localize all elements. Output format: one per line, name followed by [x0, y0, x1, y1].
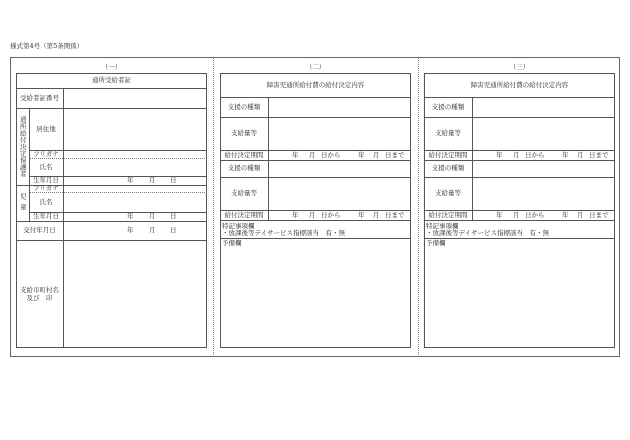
period-to-month: 月: [373, 151, 380, 159]
guardian-birthdate-month: 月: [149, 176, 156, 184]
reserve-label: 予備欄: [426, 239, 446, 247]
certificate-panel: [16, 73, 207, 348]
issue-date-year: 年: [127, 226, 134, 234]
period-to-year: 年: [358, 151, 365, 159]
guardian-birthdate-year: 年: [127, 176, 134, 184]
table-rule: [424, 220, 615, 221]
table-rule: [424, 238, 615, 239]
period-from-month: 月: [309, 151, 316, 159]
guardian-birthdate-day: 日: [170, 176, 177, 184]
period-to-year: 年: [562, 151, 569, 159]
municipality-label-line2: 及び 印: [26, 293, 53, 302]
decision-title: 障害児通所給付費の給付決定内容: [266, 80, 365, 89]
decision-panel: [424, 73, 615, 348]
period-to-month: 月: [577, 151, 584, 159]
period-to-day: 日まで: [385, 211, 405, 219]
decision-panel: [220, 73, 411, 348]
panel-separator: [213, 57, 214, 357]
certificate-title: 通所受給者証: [92, 76, 131, 85]
amount-label: 支給量等: [435, 189, 461, 198]
guardian-birthdate-label: 生年月日: [33, 176, 59, 185]
period-from-year: 年: [292, 211, 299, 219]
period-from-day: 日から: [321, 211, 341, 219]
child-birthdate-label: 生年月日: [33, 212, 59, 221]
guardian-group-label: 通所給付決定保護者: [18, 115, 27, 178]
table-rule-vertical: [472, 97, 473, 220]
child-birthdate-month: 月: [149, 212, 156, 220]
period-to-day: 日まで: [589, 151, 609, 159]
form-number: 様式第4号（第5条関係）: [10, 42, 84, 50]
service-type-label: 支援の種類: [431, 164, 465, 173]
amount-label: 支給量等: [231, 189, 257, 198]
child-birthdate-year: 年: [127, 212, 134, 220]
guardian-address-label: 居住地: [36, 124, 56, 133]
certificate-header: （一）: [101, 62, 122, 71]
period-to-day: 日まで: [385, 151, 405, 159]
table-rule-vertical: [63, 88, 64, 348]
guardian-name-label: 氏名: [39, 162, 53, 171]
decision-header: （三）: [509, 62, 530, 71]
period-from-year: 年: [496, 151, 503, 159]
amount-label: 支給量等: [231, 129, 257, 138]
guardian-furigana-label: フリガナ: [33, 149, 59, 158]
municipality-label-line1: 支給市町村名: [20, 285, 59, 294]
panel-separator: [418, 57, 419, 357]
period-label: 給付決定期間: [428, 150, 468, 159]
period-to-year: 年: [358, 211, 365, 219]
period-from-day: 日から: [525, 151, 545, 159]
issue-date-day: 日: [170, 226, 177, 234]
period-from-year: 年: [292, 151, 299, 159]
period-from-month: 月: [309, 211, 316, 219]
notes-item: ・放課後等デイサービス指標該当 有・無: [222, 229, 346, 237]
reserve-label: 予備欄: [222, 239, 242, 247]
recipient-number-label: 受給者証番号: [20, 93, 59, 102]
table-rule-vertical: [29, 108, 30, 221]
notes-label: 特記事項欄: [222, 222, 255, 230]
table-rule: [220, 238, 411, 239]
period-from-day: 日から: [321, 151, 341, 159]
municipality-label: [16, 240, 63, 348]
service-type-label: 支援の種類: [227, 164, 261, 173]
period-label: 給付決定期間: [224, 150, 264, 159]
period-to-month: 月: [577, 211, 584, 219]
period-label: 給付決定期間: [224, 210, 264, 219]
issue-date-label: 交付年月日: [23, 226, 56, 235]
child-birthdate-day: 日: [170, 212, 177, 220]
period-from-month: 月: [513, 211, 520, 219]
issue-date-month: 月: [149, 226, 156, 234]
table-rule-vertical: [268, 97, 269, 220]
period-from-day: 日から: [525, 211, 545, 219]
table-rule: [220, 220, 411, 221]
decision-title: 障害児通所給付費の給付決定内容: [470, 80, 569, 89]
decision-header: （二）: [305, 62, 326, 71]
amount-label: 支給量等: [435, 129, 461, 138]
period-to-year: 年: [562, 211, 569, 219]
period-to-day: 日まで: [589, 211, 609, 219]
child-group-label: 児童: [18, 192, 27, 214]
service-type-label: 支援の種類: [227, 102, 261, 111]
notes-item: ・放課後等デイサービス指標該当 有・無: [426, 229, 550, 237]
period-label: 給付決定期間: [428, 210, 468, 219]
period-from-year: 年: [496, 211, 503, 219]
service-type-label: 支援の種類: [431, 102, 465, 111]
period-to-month: 月: [373, 211, 380, 219]
notes-label: 特記事項欄: [426, 222, 459, 230]
period-from-month: 月: [513, 151, 520, 159]
child-name-label: 氏名: [39, 197, 53, 206]
child-furigana-label: フリガナ: [33, 184, 59, 193]
